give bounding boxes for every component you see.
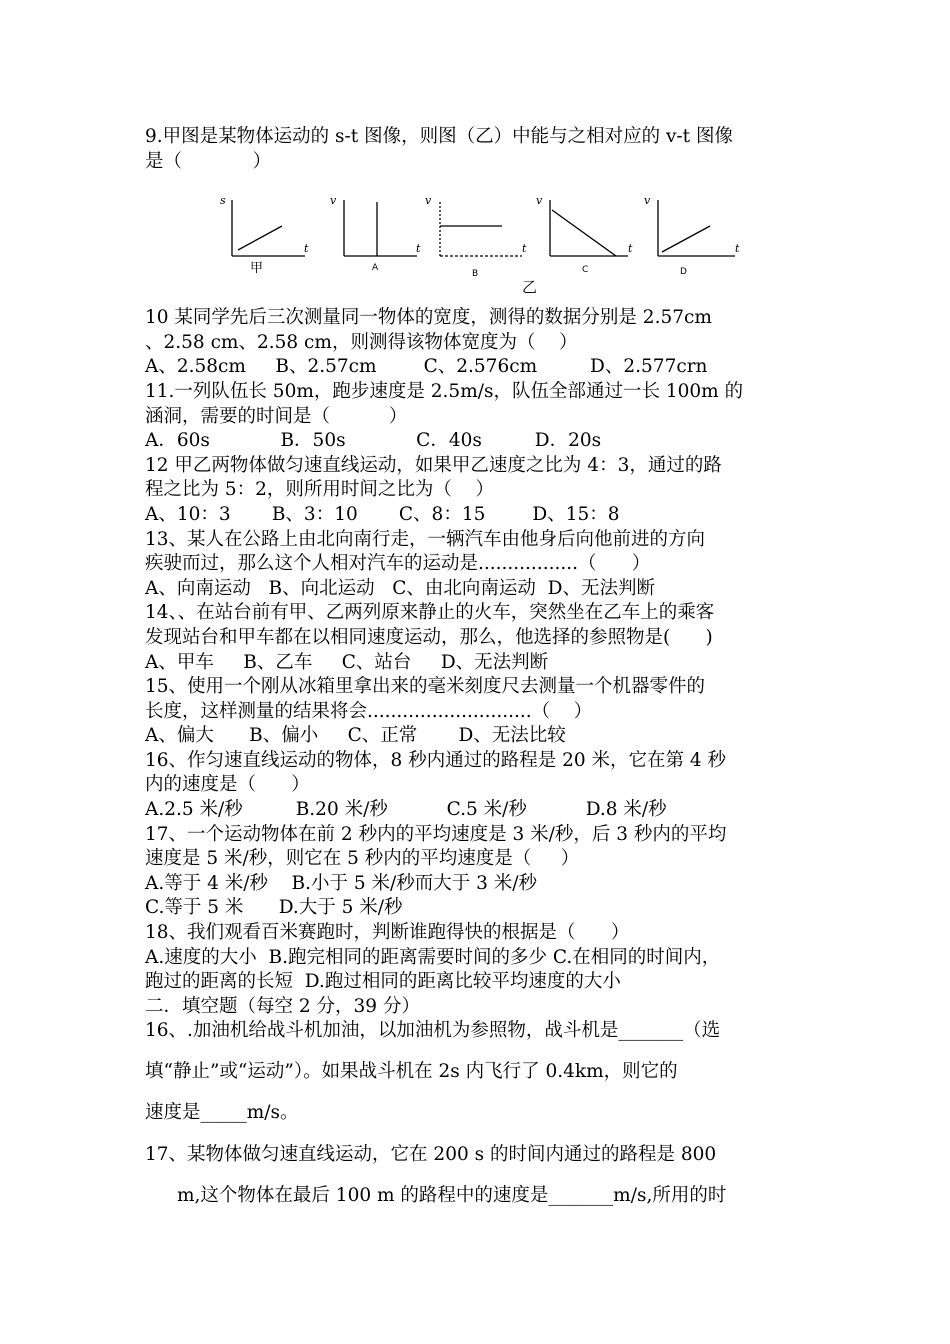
text-line: 速度是 5 米/秒，则它在 5 秒内的平均速度是（ ） [145,848,580,870]
text-line: 涵洞，需要的时间是（ ） [145,405,408,427]
section-heading: 二．填空题（每空 2 分，39 分） [145,995,420,1017]
text-line: 10 某同学先后三次测量同一物体的宽度，测得的数据分别是 2.57cm [145,307,712,329]
text-line: 程之比为 5：2，则所用时间之比为（ ） [145,479,494,501]
text-line: 13、某人在公路上由北向南行走，一辆汽车由他身后向他前进的方向 [145,528,706,550]
text-line: m,这个物体在最后 100 m 的路程中的速度是_______m/s,所用的时 [177,1184,727,1206]
text-line: A.等于 4 米/秒 B.小于 5 米/秒而大于 3 米/秒 [145,872,538,894]
graph-a-t-label: t [416,242,421,256]
text-line: 发现站台和甲车都在以相同速度运动，那么，他选择的参照物是( ) [145,626,713,648]
text-line: A、10：3 B、3：10 C、8：15 D、15：8 [145,503,620,525]
caption-yi: 乙 [522,278,538,297]
graph-c-line [552,210,616,256]
text-line: 、2.58 cm、2.58 cm，则测得该物体宽度为（ ） [145,331,578,353]
graph-c-t-label: t [628,242,633,256]
label-d: D [680,267,687,278]
caption-jia: 甲 [250,261,264,277]
text-line: 跑过的距离的长短 D.跑过相同的距离比较平均速度的大小 [145,971,621,993]
text-line: 16、作匀速直线运动的物体，8 秒内通过的路程是 20 米，它在第 4 秒 [145,749,727,771]
q9-line-2: 是（ ） [145,150,272,172]
text-line: A．60s B．50s C．40s D．20s [145,430,602,452]
text-line: 17、一个运动物体在前 2 秒内的平均速度是 3 米/秒，后 3 秒内的平均 [145,823,727,845]
graphs-svg [210,188,750,296]
label-c: C [582,265,589,276]
text-line: 疾驶而过，那么这个人相对汽车的运动是.................（ ） [145,553,651,575]
motion-graphs-figure [210,188,750,296]
text-line: 速度是_____m/s。 [145,1101,299,1123]
text-line: 16、.加油机给战斗机加油，以加油机为参照物，战斗机是_______（选 [145,1020,721,1042]
graph-b-t-label: t [522,242,527,256]
graph-d-t-label: t [735,242,740,256]
text-line: A.2.5 米/秒 B.20 米/秒 C.5 米/秒 D.8 米/秒 [145,799,667,821]
graph-b-v-label: v [425,194,432,208]
graph-jia-s-label: s [220,194,226,208]
label-a: A [372,263,379,274]
text-line: C.等于 5 米 D.大于 5 米/秒 [145,897,403,919]
text-line: 内的速度是（ ） [145,774,310,796]
label-b: B [472,269,479,280]
text-line: A、甲车 B、乙车 C、站台 D、无法判断 [145,651,549,673]
text-line: A、2.58cm B、2.57cm C、2.576cm D、2.577crn [145,356,708,378]
graph-jia-t-label: t [304,242,309,256]
text-line: 14、、在站台前有甲、乙两列原来静止的火车，突然坐在乙车上的乘客 [145,602,715,624]
text-line: A、偏大 B、偏小 C、正常 D、无法比较 [145,725,566,747]
text-line: A.速度的大小 B.跑完相同的距离需要时间的多少 C.在相同的时间内， [145,946,721,968]
text-line: 18、我们观看百米赛跑时，判断谁跑得快的根据是（ ） [145,922,630,944]
graph-d-v-label: v [644,194,651,208]
text-line: 15、使用一个刚从冰箱里拿出来的毫米刻度尺去测量一个机器零件的 [145,676,706,698]
text-line: A、向南运动 B、向北运动 C、由北向南运动 D、无法判断 [145,577,655,599]
q9-line-1: 9.甲图是某物体运动的 s-t 图像，则图（乙）中能与之相对应的 v-t 图像 [145,126,733,147]
exam-page [145,125,815,1208]
text-line: 填“静止”或“运动”）。如果战斗机在 2s 内飞行了 0.4km，则它的 [145,1061,678,1082]
graph-jia-line [238,226,282,250]
graph-c-v-label: v [536,194,543,208]
graph-a-v-label: v [330,194,337,208]
graph-d-line [662,226,710,252]
text-line: 11.一列队伍长 50m，跑步速度是 2.5m/s，队伍全部通过一长 100m 的 [145,380,744,402]
text-line: 17、某物体做匀速直线运动，它在 200 s 的时间内通过的路程是 800 [145,1144,717,1166]
text-line: 12 甲乙两物体做匀速直线运动，如果甲乙速度之比为 4：3，通过的路 [145,454,722,476]
text-line: 长度，这样测量的结果将会............................（ ） [145,700,593,722]
